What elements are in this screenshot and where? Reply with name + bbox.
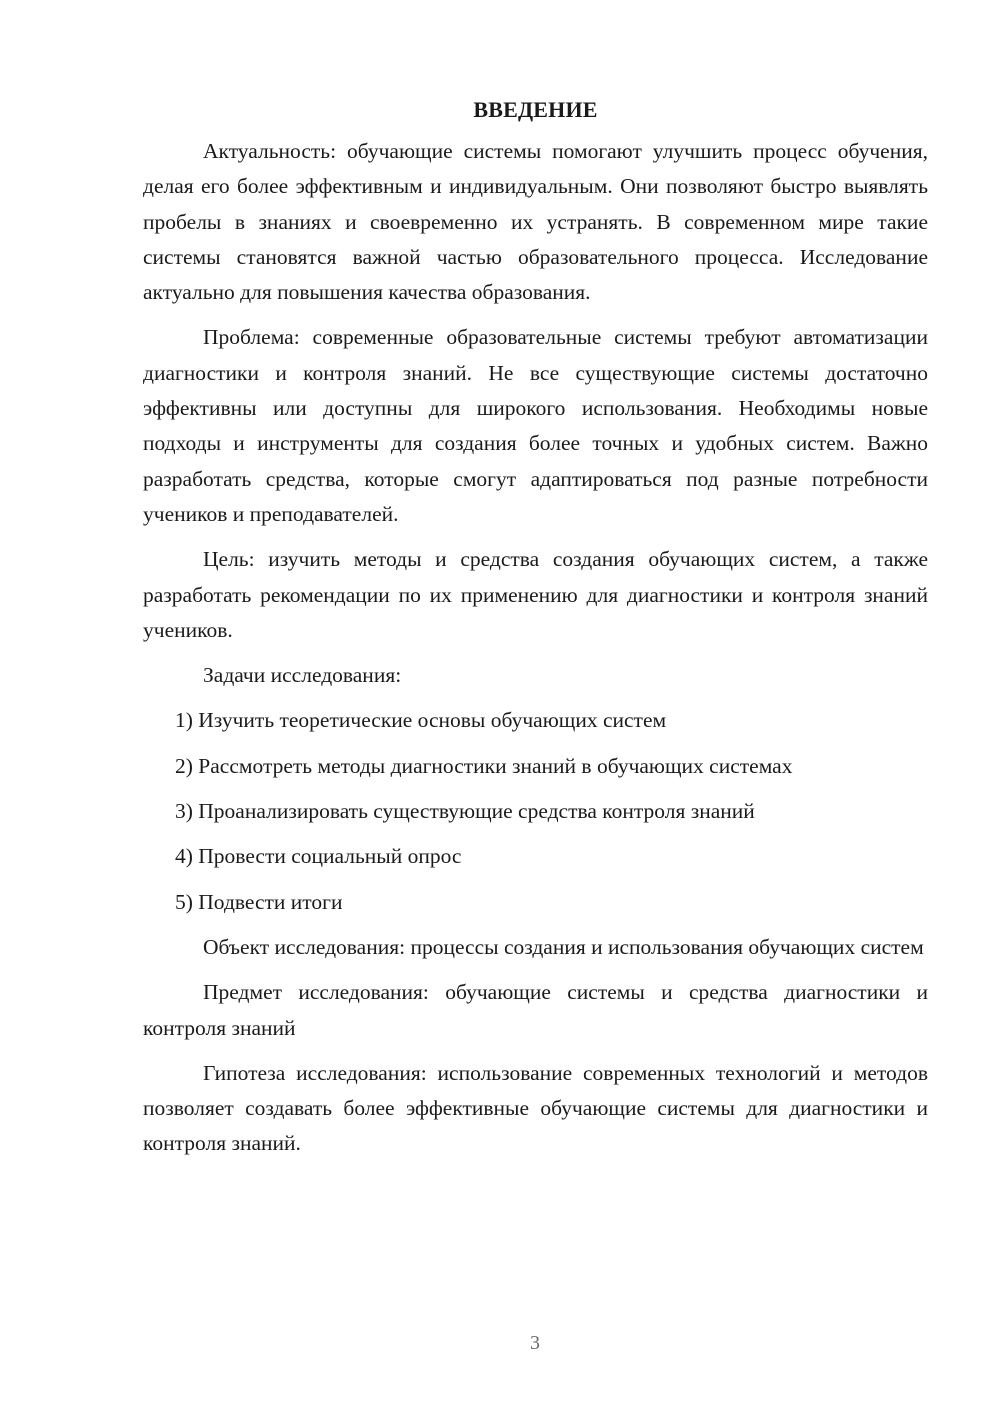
tasks-title: Задачи исследования: — [203, 663, 402, 688]
paragraph-goal: Цель: изучить методы и средства создания обучающих систем, а также разработать рекомендации по их применению для диагностики и контроля знаний учеников. — [143, 547, 928, 642]
document-page — [143, 92, 928, 1162]
page-number: 3 — [530, 1332, 540, 1354]
list-item: 3) Проанализировать существующие средства контроля знаний — [175, 799, 755, 824]
list-item: 1) Изучить теоретические основы обучающих систем — [175, 708, 667, 733]
paragraph-problem: Проблема: современные образовательные системы требуют автоматизации диагностики и контроля знаний. Не все существующие системы достаточно эффективны или доступны для широкого использования. Необходимы новые подходы и инструменты для создания более точных и удобных систем. Важно разработать средства, которые смогут адаптироваться под разные потребности учеников и преподавателей. — [143, 325, 928, 526]
list-item: 5) Подвести итоги — [175, 889, 343, 914]
page-title: ВВЕДЕНИЕ — [473, 97, 598, 122]
tasks-list — [143, 703, 928, 919]
paragraph-subject: Предмет исследования: обучающие системы и средства диагностики и контроля знаний — [143, 980, 928, 1040]
paragraph-relevance: Актуальность: обучающие системы помогают улучшить процесс обучения, делая его более эффективным и индивидуальным. Они позволяют быстро выявлять пробелы в знаниях и своевременно их устранять. В современном мире такие системы становятся важной частью образовательного процесса. Исследование актуально для повышения качества образования. — [143, 139, 928, 305]
list-item: 2) Рассмотреть методы диагностики знаний в обучающих системах — [175, 753, 793, 778]
list-item: 4) Провести социальный опрос — [175, 844, 462, 869]
paragraph-object: Объект исследования: процессы создания и использования обучающих систем — [203, 934, 924, 959]
paragraph-hypothesis: Гипотеза исследования: использование современных технологий и методов позволяет создавать более эффективные обучающие системы для диагностики и контроля знаний. — [143, 1060, 928, 1156]
